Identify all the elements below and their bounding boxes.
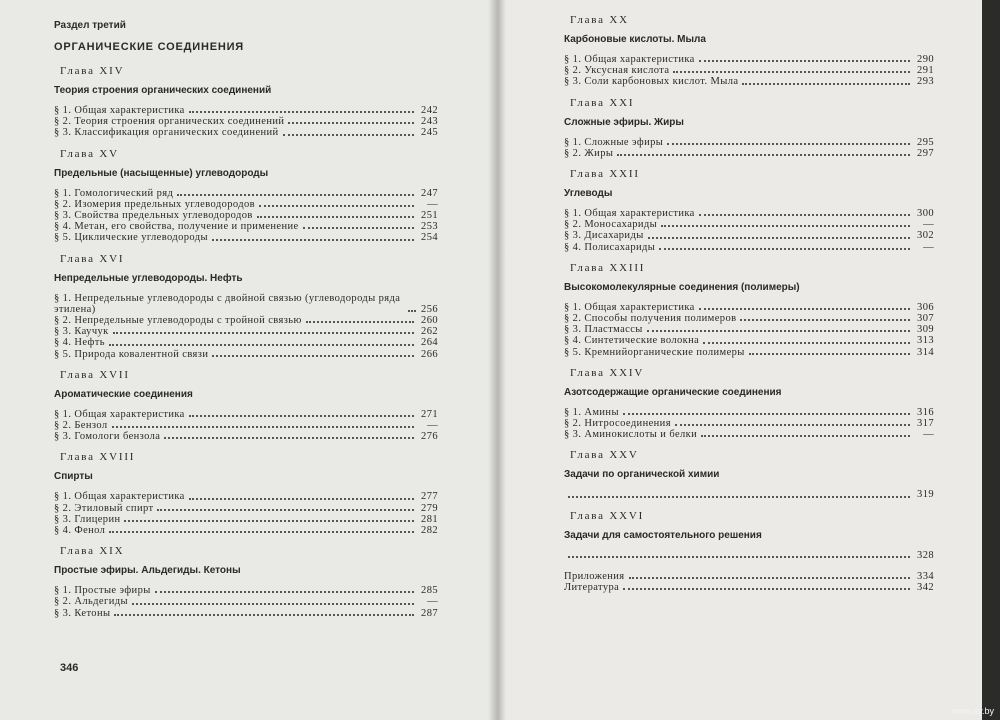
toc-entry <box>54 210 438 221</box>
dot-leader <box>617 154 910 156</box>
left-toc <box>54 20 438 628</box>
entry-list <box>564 54 934 88</box>
entry-page: 293 <box>917 76 934 88</box>
toc-entry <box>564 242 934 253</box>
toc-entry <box>564 489 934 500</box>
chapter-block <box>54 545 438 619</box>
entry-title: § 1. Общая характеристика <box>54 408 185 420</box>
entry-page: 307 <box>917 313 934 325</box>
chapter-title: Непредельные углеводороды. Нефть <box>54 272 243 284</box>
dot-leader <box>189 498 414 500</box>
entry-page: 285 <box>421 585 438 597</box>
chapter-label: Глава XXIII <box>570 261 646 274</box>
entry-page: 334 <box>917 570 934 582</box>
chapter-block <box>564 262 934 358</box>
book-gutter <box>488 0 506 720</box>
entry-title: § 5. Природа ковалентной связи <box>54 348 209 360</box>
entry-page: 282 <box>421 525 438 537</box>
toc-entry <box>54 431 438 442</box>
dot-leader <box>288 122 414 124</box>
entry-page: 297 <box>917 147 934 159</box>
dot-leader <box>568 496 910 498</box>
toc-entry <box>564 571 934 582</box>
entry-list <box>564 137 934 159</box>
chapter-label: Глава XIV <box>60 65 125 77</box>
toc-entry <box>564 230 934 241</box>
entry-page: 264 <box>421 337 438 349</box>
entry-title: § 2. Моносахариды <box>564 219 658 231</box>
entry-list <box>54 409 438 443</box>
entry-title: § 3. Пластмассы <box>564 324 643 336</box>
dot-leader <box>132 603 414 605</box>
toc-entry <box>54 315 438 326</box>
part-title: ОРГАНИЧЕСКИЕ СОЕДИНЕНИЯ <box>54 41 244 53</box>
chapter-block <box>54 451 438 536</box>
dot-leader <box>259 205 414 207</box>
toc-entry <box>54 349 438 360</box>
entry-title: § 1. Простые эфиры <box>54 585 151 597</box>
chapter-block <box>564 97 934 159</box>
entry-page: 306 <box>917 301 934 313</box>
entry-list <box>54 293 438 360</box>
entry-title: § 4. Фенол <box>54 525 106 537</box>
dot-leader <box>699 214 910 216</box>
entry-page: 300 <box>917 208 934 220</box>
chapter-title: Простые эфиры. Альдегиды. Кетоны <box>54 565 241 577</box>
entry-title: § 4. Синтетические волокна <box>564 335 700 347</box>
toc-entry <box>564 324 934 335</box>
entry-title: § 1. Общая характеристика <box>564 301 695 313</box>
dot-leader <box>164 437 414 439</box>
toc-entry <box>54 221 438 232</box>
toc-entry <box>54 420 438 431</box>
chapter-title: Азотсодержащие органические соединения <box>564 386 782 398</box>
entry-page: 262 <box>421 326 438 338</box>
entry-page: — <box>427 198 438 210</box>
entry-page: 247 <box>421 187 438 199</box>
appendix-list <box>564 571 934 593</box>
entry-page: 254 <box>421 232 438 244</box>
chapter-title: Теория строения органических соединений <box>54 85 272 96</box>
dot-leader <box>113 332 414 334</box>
toc-entry <box>564 137 934 148</box>
entry-title: § 5. Кремнийорганические полимеры <box>564 346 745 358</box>
toc-entry <box>564 148 934 159</box>
dot-leader <box>283 134 414 136</box>
dot-leader <box>303 227 414 229</box>
entry-title: § 4. Нефть <box>54 337 105 349</box>
toc-entry <box>54 514 438 525</box>
entry-page: 313 <box>917 335 934 347</box>
toc-entry <box>564 335 934 346</box>
entry-title: § 2. Теория строения органических соединений <box>54 116 285 128</box>
entry-title: § 2. Изомерия предельных углеводородов <box>54 198 255 210</box>
chapter-title: Ароматические соединения <box>54 388 193 400</box>
toc-entry <box>54 105 438 116</box>
dot-leader <box>257 216 414 218</box>
chapter-title: Карбоновые кислоты. Мыла <box>564 34 706 45</box>
entry-page: 253 <box>421 221 438 233</box>
section-title: Раздел третий <box>54 20 126 31</box>
chapter-block <box>54 253 438 360</box>
background-strip <box>982 0 1000 720</box>
entry-page: 295 <box>917 136 934 148</box>
entry-title: Приложения <box>564 570 625 582</box>
entry-page: — <box>427 596 438 608</box>
entry-page: — <box>923 241 934 253</box>
dot-leader <box>701 435 910 437</box>
dot-leader <box>155 591 414 593</box>
entry-title: § 3. Аминокислоты и белки <box>564 429 698 441</box>
dot-leader <box>212 355 414 357</box>
entry-page: 256 <box>421 303 438 315</box>
entry-title: § 3. Дисахариды <box>564 230 644 242</box>
chapter-label: Глава XIX <box>60 545 125 558</box>
entry-page: 291 <box>917 65 934 77</box>
entry-title: § 3. Гомологи бензола <box>54 431 161 443</box>
entry-page: 314 <box>917 346 934 358</box>
dot-leader <box>699 60 910 62</box>
right-chapter-list <box>564 14 934 561</box>
toc-entry <box>564 313 934 324</box>
entry-list <box>564 302 934 358</box>
chapter-block <box>564 449 934 500</box>
dot-leader <box>124 520 414 522</box>
entry-page: 245 <box>421 127 438 139</box>
chapter-label: Глава XXII <box>570 168 640 181</box>
entry-list <box>54 491 438 536</box>
left-chapter-list <box>54 65 438 619</box>
dot-leader <box>212 239 414 241</box>
chapter-title: Задачи для самостоятельного решения <box>564 529 762 541</box>
chapter-block <box>54 148 438 244</box>
toc-entry <box>54 127 438 138</box>
toc-entry <box>54 491 438 502</box>
entry-page: 266 <box>421 348 438 360</box>
entry-list <box>54 585 438 619</box>
entry-title: § 2. Уксусная кислота <box>564 65 670 77</box>
toc-entry <box>564 407 934 418</box>
chapter-block <box>564 367 934 441</box>
entry-title: § 4. Полисахариды <box>564 241 656 253</box>
entry-title: § 1. Общая характеристика <box>54 491 185 503</box>
chapter-label: Глава XVIII <box>60 451 136 464</box>
dot-leader <box>749 353 910 355</box>
chapter-label: Глава XVII <box>60 368 130 381</box>
chapter-label: Глава XXIV <box>570 366 645 379</box>
entry-page: 319 <box>917 489 934 501</box>
entry-page: — <box>427 420 438 432</box>
dot-leader <box>189 111 414 113</box>
entry-title: § 5. Циклические углеводороды <box>54 232 208 244</box>
dot-leader <box>661 225 910 227</box>
entry-page: 328 <box>917 549 934 561</box>
toc-entry <box>54 596 438 607</box>
toc-entry <box>54 525 438 536</box>
entry-page: 302 <box>917 230 934 242</box>
toc-entry <box>54 116 438 127</box>
toc-entry <box>564 418 934 429</box>
dot-leader <box>673 71 910 73</box>
entry-title: § 3. Соли карбоновых кислот. Мыла <box>564 76 739 88</box>
dot-leader <box>623 413 910 415</box>
toc-entry <box>564 429 934 440</box>
toc-entry <box>54 326 438 337</box>
chapter-label: Глава XXI <box>570 96 635 109</box>
chapter-block <box>564 168 934 253</box>
entry-page: 242 <box>421 105 438 116</box>
entry-title: § 2. Непредельные углеводороды с тройной связью <box>54 315 302 327</box>
entry-page: 317 <box>917 418 934 430</box>
toc-entry <box>54 188 438 199</box>
entry-title: § 4. Метан, его свойства, получение и применение <box>54 221 299 233</box>
entry-page: — <box>923 219 934 231</box>
entry-list <box>54 105 438 139</box>
entry-title: § 3. Каучук <box>54 326 109 338</box>
toc-entry <box>54 409 438 420</box>
dot-leader <box>740 319 910 321</box>
entry-page: 342 <box>917 582 934 594</box>
entry-list <box>564 407 934 441</box>
entry-list <box>564 550 934 561</box>
toc-entry <box>564 76 934 87</box>
dot-leader <box>114 614 414 616</box>
chapter-title: Сложные эфиры. Жиры <box>564 116 684 128</box>
dot-leader <box>703 342 910 344</box>
dot-leader <box>675 424 910 426</box>
right-toc <box>564 14 934 593</box>
entry-page: 276 <box>421 431 438 443</box>
toc-entry <box>564 582 934 593</box>
entry-title: § 1. Непредельные углеводороды с двойной связью (углеводороды ряда этилена) <box>54 292 401 315</box>
entry-page: 251 <box>421 210 438 222</box>
dot-leader <box>667 143 910 145</box>
dot-leader <box>177 194 414 196</box>
entry-title: § 1. Гомологический ряд <box>54 187 174 199</box>
entry-title: § 2. Способы получения полимеров <box>564 313 737 325</box>
toc-entry <box>54 503 438 514</box>
dot-leader <box>189 415 414 417</box>
dot-leader <box>306 321 414 323</box>
entry-page: 243 <box>421 116 438 128</box>
chapter-title: Высокомолекулярные соединения (полимеры) <box>564 281 800 293</box>
entry-title: § 2. Этиловый спирт <box>54 502 154 514</box>
entry-list <box>54 188 438 244</box>
toc-entry <box>54 608 438 619</box>
entry-title: § 3. Кетоны <box>54 607 111 619</box>
entry-title: § 1. Амины <box>564 406 619 418</box>
entry-page: 281 <box>421 513 438 525</box>
entry-page: 290 <box>917 54 934 65</box>
chapter-title: Предельные (насыщенные) углеводороды <box>54 167 269 179</box>
toc-entry <box>54 337 438 348</box>
chapter-title: Спирты <box>54 471 93 483</box>
dot-leader <box>109 344 414 346</box>
entry-title: § 2. Жиры <box>564 147 614 159</box>
entry-page: 277 <box>421 491 438 503</box>
entry-title: § 3. Классификация органических соединений <box>54 127 279 139</box>
chapter-label: Глава XXVI <box>570 509 645 522</box>
entry-list <box>564 489 934 500</box>
dot-leader <box>742 83 910 85</box>
entry-title: § 1. Общая характеристика <box>564 208 695 220</box>
entry-page: 316 <box>917 406 934 418</box>
entry-page: 260 <box>421 315 438 327</box>
entry-list <box>564 208 934 253</box>
entry-page: 287 <box>421 607 438 619</box>
entry-title: § 3. Свойства предельных углеводородов <box>54 210 253 222</box>
dot-leader <box>109 531 414 533</box>
watermark: www.ay.by <box>951 706 994 716</box>
toc-entry <box>54 232 438 243</box>
dot-leader <box>659 248 910 250</box>
entry-page: 279 <box>421 502 438 514</box>
dot-leader <box>629 577 910 579</box>
toc-entry <box>564 550 934 561</box>
chapter-block <box>564 510 934 561</box>
dot-leader <box>699 308 910 310</box>
entry-title: § 1. Общая характеристика <box>54 105 185 116</box>
entry-title: Литература <box>564 582 620 594</box>
entry-title: § 1. Общая характеристика <box>564 54 695 65</box>
toc-entry <box>564 302 934 313</box>
entry-page: — <box>923 429 934 441</box>
chapter-block <box>564 14 934 88</box>
chapter-label: Глава XX <box>570 14 629 26</box>
dot-leader <box>648 237 910 239</box>
chapter-label: Глава XXV <box>570 449 639 462</box>
entry-page: 309 <box>917 324 934 336</box>
toc-entry <box>54 199 438 210</box>
toc-entry <box>564 219 934 230</box>
toc-entry <box>54 293 438 315</box>
toc-entry <box>564 208 934 219</box>
dot-leader <box>568 556 910 558</box>
chapter-title: Углеводы <box>564 188 613 200</box>
toc-entry <box>564 54 934 65</box>
toc-entry <box>564 347 934 358</box>
toc-entry <box>564 65 934 76</box>
dot-leader <box>112 426 414 428</box>
entry-title: § 2. Альдегиды <box>54 596 128 608</box>
chapter-label: Глава XV <box>60 147 119 160</box>
entry-title: § 2. Нитросоединения <box>564 418 671 430</box>
dot-leader <box>647 330 910 332</box>
dot-leader <box>623 588 910 590</box>
chapter-block <box>54 369 438 443</box>
dot-leader <box>157 509 414 511</box>
dot-leader <box>408 310 416 312</box>
chapter-label: Глава XVI <box>60 252 125 265</box>
chapter-title: Задачи по органической химии <box>564 469 720 481</box>
entry-page: 271 <box>421 408 438 420</box>
page-number: 346 <box>60 662 79 674</box>
chapter-block <box>54 65 438 139</box>
entry-title: § 3. Глицерин <box>54 513 121 525</box>
entry-title: § 1. Сложные эфиры <box>564 136 664 148</box>
toc-entry <box>54 585 438 596</box>
entry-title: § 2. Бензол <box>54 420 108 432</box>
